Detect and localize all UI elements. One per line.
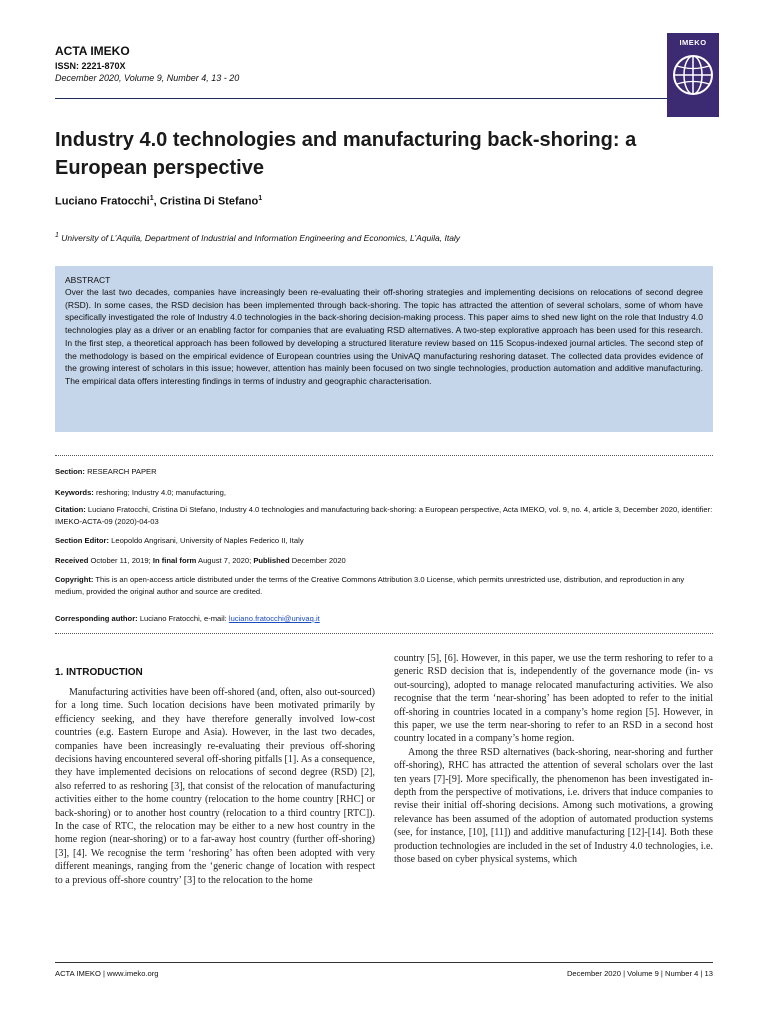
final-form-value: August 7, 2020; (198, 556, 252, 565)
author-superscript: 1 (258, 195, 263, 202)
article-title: Industry 4.0 technologies and manufacturing back-shoring: a European perspective (55, 129, 637, 179)
section-editor-value: Leopoldo Angrisani, University of Naples Federico II, Italy (111, 536, 304, 545)
logo-text: IMEKO (679, 38, 707, 47)
issue-line: December 2020, Volume 9, Number 4, 13 - 20 (55, 73, 240, 83)
dates-line (55, 555, 713, 567)
affiliation (55, 232, 715, 243)
globe-icon (671, 53, 715, 97)
abstract-heading: ABSTRACT (65, 275, 111, 285)
body-paragraph: Manufacturing activities have been off-shored (and, often, also out-sourced) for a long time. Such location decisions have been motivated primarily by efficiency seeking, and they have therefore generally involved low-cost countries (e.g. Eastern Europe and Asia). However, in the last two decades, companies have been increasingly re-evaluating their previous off-shoring decisions having encountered several off-shoring pitfalls [1]. As a consequence, they have implemented decisions on relocations of second degree (RSD) [2], also referred to as reshoring [3], that consist of the relocation of manufacturing activities either to the home country (relocation to the home country [RHC] or back-shoring) or to another host country (relocation to a third country [RTC]). In the case of RTC, the relocation may be either to a new host country in the home region (near-shoring) or to a far-away host country (further off-shoring) [3], [4]. We recognise the term ‘reshoring’ has often been adopted with very different meanings, ranging from the ‘generic change of location with respect to a previous off-shore country’ [3] to the relocation to the home (55, 687, 375, 886)
journal-name: ACTA IMEKO (55, 44, 130, 58)
received-label: Received (55, 556, 89, 565)
left-column (55, 686, 375, 887)
final-form-label: In final form (152, 556, 197, 565)
keywords-label: Keywords: (55, 488, 94, 497)
keywords-line (55, 487, 713, 499)
header-rule (55, 98, 667, 99)
copyright-line (55, 574, 713, 597)
section-editor-line (55, 535, 713, 547)
footer-right: December 2020 | Volume 9 | Number 4 | 13 (566, 969, 713, 978)
footer-left: ACTA IMEKO | www.imeko.org (55, 969, 159, 978)
section-label: Section: (55, 467, 85, 476)
body-paragraph: Among the three RSD alternatives (back-shoring, near-shoring and further off-shoring), RHC has attracted the attention of several scholars over the last ten years [7]-[9]. More specifically, the phenomenon has been investigated in-depth from the perspective of motivations, i.e. drivers that induce companies to revise their initial off-shoring decisions. Among such motivations, a growing relevance has been assumed of the adoption of automated production systems (see, for instance, [10], [11]) and additive manufacturing [12]-[14]. Both these production technologies are included in the set of Industry 4.0 technologies, i.e. those based on cyber physical systems, which (394, 746, 713, 866)
received-value: October 11, 2019; (90, 556, 151, 565)
imeko-logo (667, 33, 719, 117)
citation-value: Luciano Fratocchi, Cristina Di Stefano, Industry 4.0 technologies and manufacturing back-shoring: a European perspective, Acta IMEKO, vol. 9, no. 4, article 3, December 2020, identifier: IMEKO-ACTA-09 (2020)-04-03 (55, 505, 713, 526)
footer-rule (55, 962, 713, 963)
corresponding-value: Luciano Fratocchi, e-mail: (139, 614, 227, 623)
affiliation-text: University of L’Aquila, Department of Industrial and Information Engineering and Economics, L’Aquila, Italy (61, 232, 461, 243)
section-value: RESEARCH PAPER (87, 467, 157, 476)
meta-divider (55, 633, 713, 634)
corresponding-author-line (55, 613, 713, 625)
citation-label: Citation: (55, 505, 86, 514)
published-label: Published (253, 556, 290, 565)
citation-line (55, 504, 713, 527)
keywords-value: reshoring; Industry 4.0; manufacturing, (95, 488, 226, 497)
corresponding-label: Corresponding author: (55, 614, 138, 623)
section-line (55, 466, 713, 478)
affiliation-superscript: 1 (55, 232, 59, 239)
email-link[interactable]: luciano.fratocchi@univaq.it (228, 614, 320, 623)
issn: ISSN: 2221-870X (55, 61, 126, 71)
published-value: December 2020 (291, 556, 346, 565)
abstract-box (55, 266, 713, 432)
section-heading: 1. INTRODUCTION (55, 667, 143, 678)
author-name: Cristina Di Stefano (159, 195, 259, 208)
copyright-label: Copyright: (55, 575, 94, 584)
author-name: Luciano Fratocchi (55, 195, 150, 208)
author-superscript: 1 (149, 195, 154, 202)
author-list (55, 195, 262, 208)
abstract-text: Over the last two decades, companies have increasingly been re-evaluating their off-shoring strategies and implementing decisions on relocations of second degree (RSD). In some cases, the RSD decision has been implemented through back-shoring. The topic has attracted the attention of several scholars, some of whom have specifically investigated the role of Industry 4.0 technologies in the back-shoring decision-making process. This paper aims to shed new light on the role that Industry 4.0 technologies play as a driver or an enabling factor for companies that are evaluating RSD alternatives. A two-step explorative approach has been used for this research. In the first step, a theoretical approach has been followed by developing a structured literature review based on 115 Scopus-indexed journal articles. The second step of the methodology is based on the empirical evidence of European countries using the UnivAQ manufacturing reshoring dataset. The collected data provides evidence of the growing interest of scholars in this issue; however, attention has mainly been focused on two single technologies, production automation and additive manufacturing. The empirical data offers interesting findings in terms of industry and geographic characterisation. (65, 287, 703, 386)
section-editor-label: Section Editor: (55, 536, 110, 545)
meta-divider (55, 455, 713, 456)
journal-header (55, 44, 667, 84)
author-separator: , (153, 195, 160, 208)
copyright-value: This is an open-access article distributed under the terms of the Creative Commons Attribution 3.0 License, which permits unrestricted use, distribution, and reproduction in any medium, provided the original author and source are credited. (55, 575, 685, 596)
body-paragraph: country [5], [6]. However, in this paper, we use the term reshoring to refer to a generic RSD decision that is, independently of the governance mode (in- vs out-sourcing), adopted to manage relocated manufacturing activities. We also recognise that the term ‘near-shoring’ has been adopted to refer to the initial off-shoring in countries located in a company’s home region [5]. However, in this paper, we use the term near-shoring to refer to an RSD in a second host country located in a company’s home region. (394, 653, 713, 745)
right-column (394, 652, 713, 867)
